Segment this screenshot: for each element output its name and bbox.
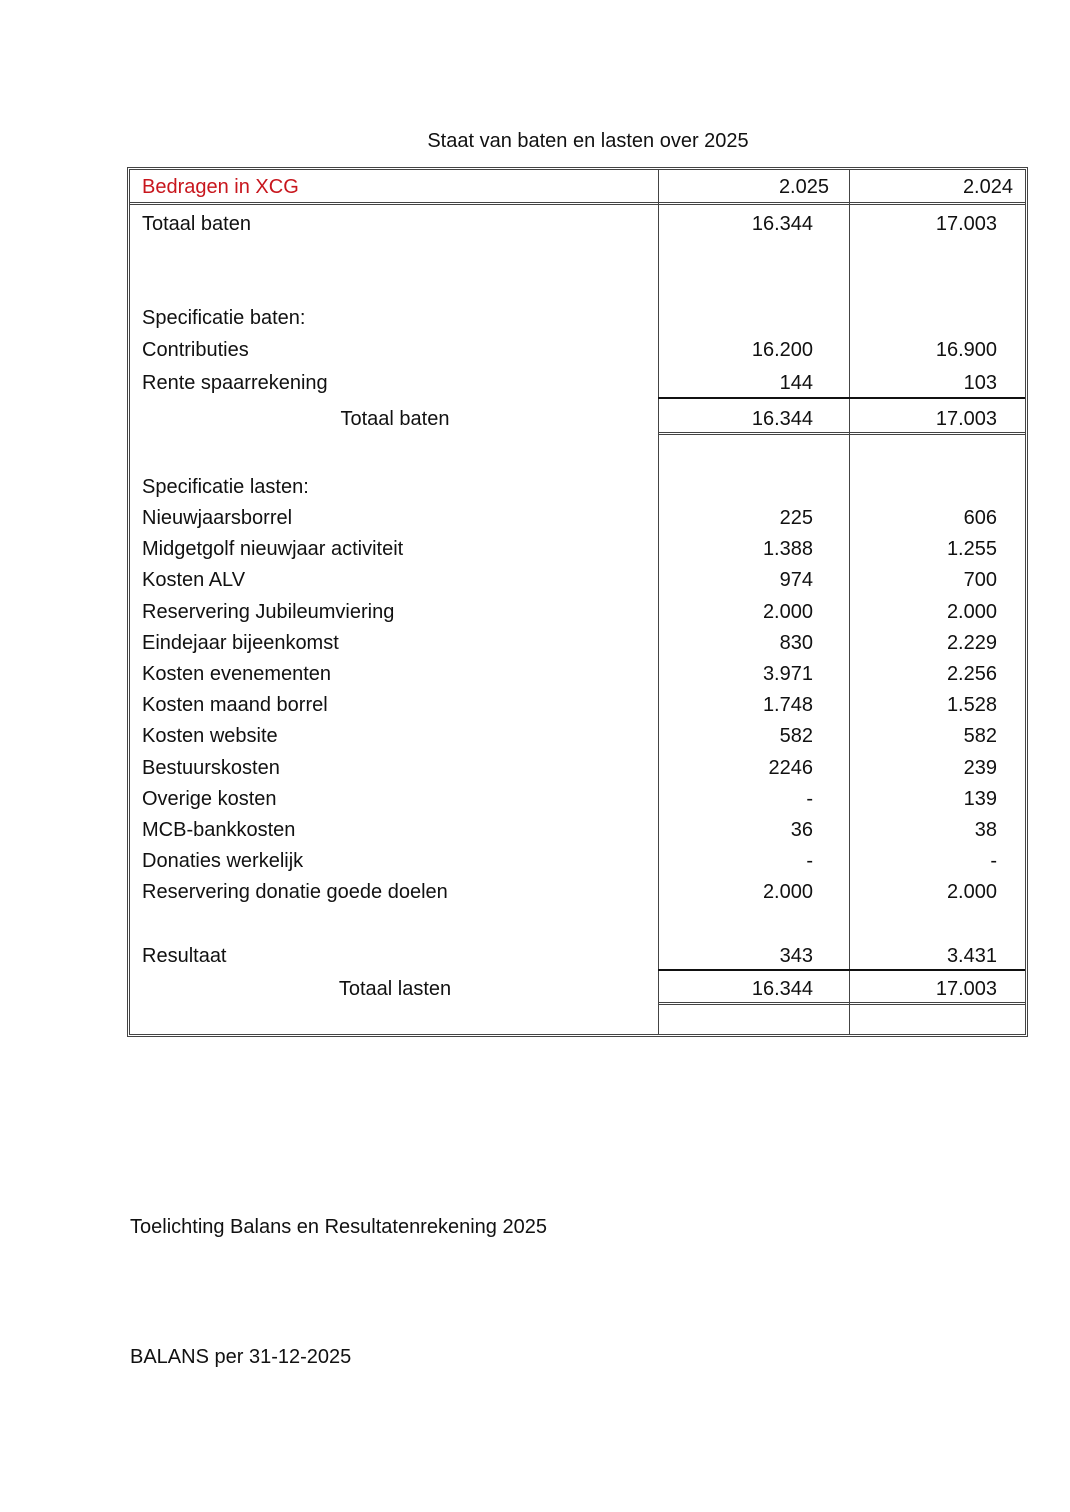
row-label: Reservering donatie goede doelen: [142, 881, 448, 904]
value-2024: 2.256: [946, 663, 997, 685]
value-2024: 38: [974, 819, 997, 841]
value-2025: -: [806, 850, 813, 873]
value-2024: 17.003: [935, 978, 997, 1000]
table-row: [130, 788, 1025, 816]
value-2025: 343: [779, 945, 813, 967]
value-2025: 36: [790, 819, 813, 841]
total-double-line: [658, 1002, 1025, 1005]
table-row: [130, 663, 1025, 691]
row-label: MCB-bankkosten: [142, 819, 296, 841]
header-row: [130, 176, 1025, 204]
section-heading: Specificatie baten:: [142, 307, 306, 329]
row-label: Rente spaarrekening: [142, 372, 328, 394]
table-row: [130, 339, 1025, 367]
row-label: Kosten website: [142, 725, 278, 748]
value-2024: 1.255: [946, 538, 997, 561]
value-2024: 3.431: [946, 945, 997, 967]
toelichting-heading: Toelichting Balans en Resultatenrekening 2025: [130, 1216, 547, 1238]
value-2024: 2.229: [946, 631, 997, 654]
subtotal-line: [658, 397, 1025, 399]
balans-heading: BALANS per 31-12-2025: [130, 1346, 352, 1368]
row-label: Reservering Jubileumviering: [142, 600, 395, 623]
table-row: [130, 694, 1025, 722]
value-2025: -: [806, 787, 813, 810]
currency-label: Bedragen in XCG: [142, 176, 299, 198]
row-label: Kosten ALV: [142, 569, 246, 592]
value-2025: 16.200: [751, 339, 813, 361]
value-2024: 239: [963, 756, 997, 779]
value-2024: 606: [963, 507, 997, 529]
table-row: [130, 725, 1025, 753]
value-2024: 582: [963, 725, 997, 748]
value-2025: 1.388: [762, 538, 813, 561]
value-2025: 1.748: [762, 694, 813, 717]
value-2024: 2.000: [946, 600, 997, 623]
table-row: [130, 819, 1025, 847]
row-label: Midgetgolf nieuwjaar activiteit: [142, 538, 404, 561]
row-label: Totaal baten: [340, 408, 450, 430]
table-row: [130, 538, 1025, 566]
row-label: Totaal lasten: [338, 978, 452, 1000]
table-row: [130, 601, 1025, 629]
year-2025-header: 2.025: [778, 176, 829, 198]
row-label: Overige kosten: [142, 787, 277, 810]
row-label: Nieuwjaarsborrel: [142, 507, 293, 529]
table-row: [130, 372, 1025, 400]
value-2024: 700: [963, 569, 997, 592]
table-row: [130, 881, 1025, 909]
value-2025: 16.344: [751, 978, 813, 1000]
value-2025: 2.000: [762, 600, 813, 623]
page-title: Staat van baten en lasten over 2025: [427, 130, 749, 152]
spec-baten-heading: [130, 307, 1025, 335]
value-2024: 16.900: [935, 339, 997, 361]
row-label: Eindejaar bijeenkomst: [142, 631, 339, 654]
value-2024: 1.528: [946, 694, 997, 717]
table-row: [130, 757, 1025, 785]
value-2025: 2.000: [762, 881, 813, 904]
row-label: Kosten maand borrel: [142, 694, 328, 717]
row-label: Kosten evenementen: [142, 663, 332, 685]
value-2024: 17.003: [935, 213, 997, 235]
row-label: Contributies: [142, 339, 249, 361]
year-2024-header: 2.024: [962, 176, 1013, 198]
row-label: Donaties werkelijk: [142, 850, 304, 873]
spec-lasten-heading: [130, 476, 1025, 504]
value-2025: 974: [779, 569, 813, 592]
table-row: [130, 569, 1025, 597]
table-row: [130, 507, 1025, 535]
row-label: Bestuurskosten: [142, 756, 280, 779]
value-2024: 103: [963, 372, 997, 394]
value-2025: 582: [779, 725, 813, 748]
totaal-baten-summary-row: [130, 213, 1025, 241]
value-2024: 2.000: [946, 881, 997, 904]
row-label: Totaal baten: [142, 213, 251, 235]
total-double-line: [658, 432, 1025, 435]
section-heading: Specificatie lasten:: [142, 476, 309, 498]
value-2025: 225: [779, 507, 813, 529]
table-row: [130, 632, 1025, 660]
value-2025: 2246: [768, 756, 813, 779]
table-row: [130, 850, 1025, 878]
subtotal-line: [658, 969, 1025, 971]
value-2024: -: [990, 850, 997, 873]
value-2024: 139: [963, 787, 997, 810]
value-2024: 17.003: [935, 408, 997, 430]
value-2025: 16.344: [751, 213, 813, 235]
value-2025: 144: [779, 372, 813, 394]
value-2025: 830: [779, 631, 813, 654]
value-2025: 3.971: [762, 663, 813, 685]
header-divider: [130, 202, 1025, 205]
row-label: Resultaat: [142, 945, 227, 967]
value-2025: 16.344: [751, 408, 813, 430]
statement-table: [127, 167, 1028, 1037]
